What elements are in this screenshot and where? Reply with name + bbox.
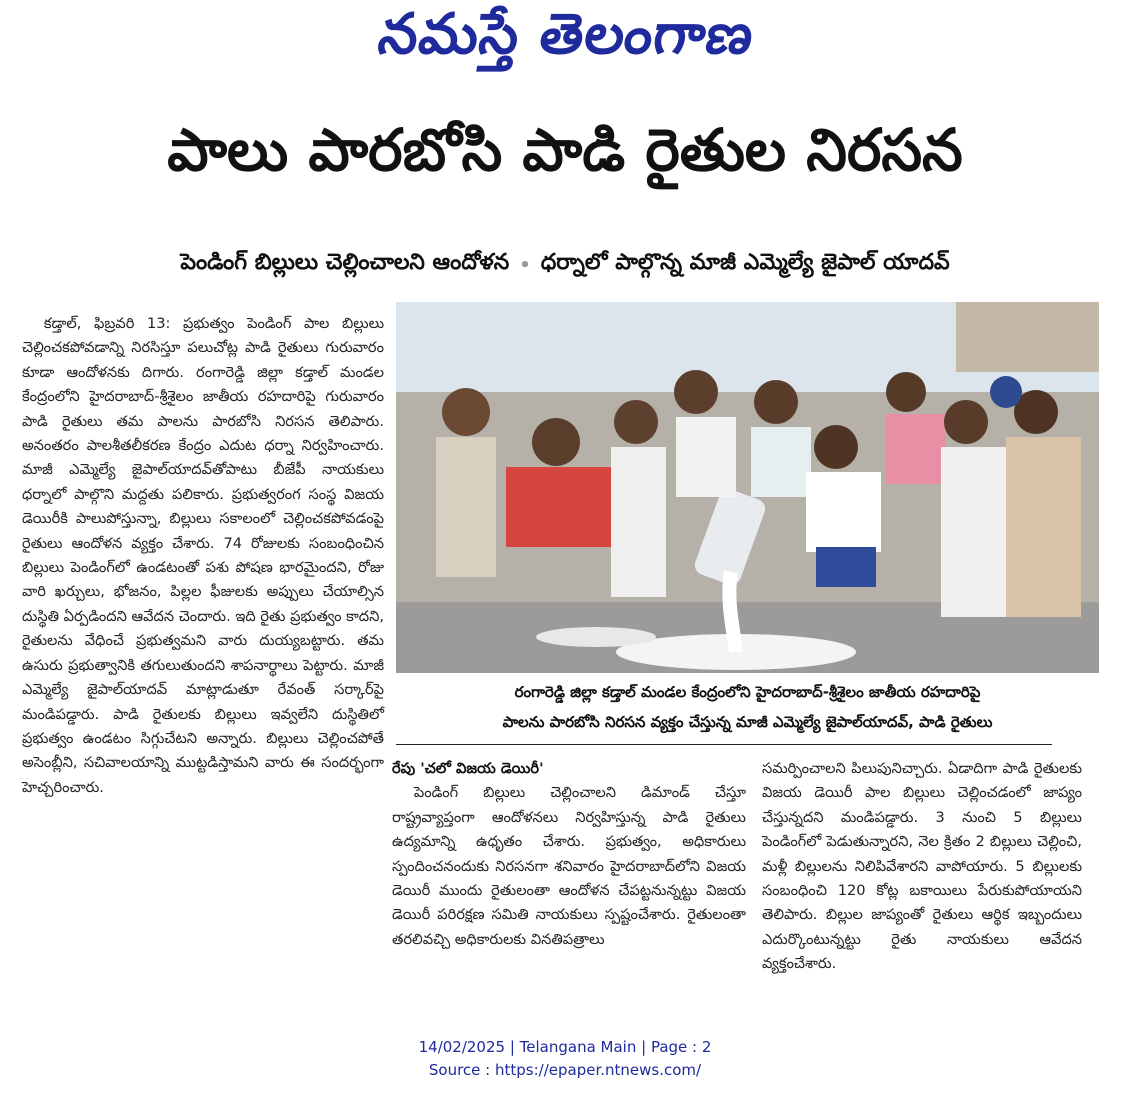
protest-photo-illustration [396,302,1099,673]
bullet-icon: • [519,254,531,276]
right-column [762,757,1082,977]
subdeck-left: పెండింగ్ బిల్లులు చెల్లించాలని ఆందోళన [180,250,510,275]
middle-column-subhead: రేపు 'చలో విజయ డెయిరీ' [392,760,544,777]
photo-caption [396,677,1099,737]
headline: పాలు పారబోసి పాడి రైతుల నిరసన [167,116,963,184]
photo-caption-line2: పాలను పారబోసి నిరసన వ్యక్తం చేస్తున్న మాజీ ఎమ్మెల్యే జైపాల్‌యాదవ్, పాడి రైతులు [502,713,993,731]
subdeck-right: ధర్నాలో పాల్గొన్న మాజీ ఎమ్మెల్యే జైపాల్ యాదవ్ [540,250,950,275]
footer-dateline: 14/02/2025 | Telangana Main | Page : 2 [418,1038,712,1056]
newspaper-logo: నమస్తే తెలంగాణ [373,1,758,67]
news-photo [396,302,1099,673]
footer-source-link[interactable]: Source : https://epaper.ntnews.com/ [428,1061,702,1079]
masthead [0,2,1130,80]
middle-column [392,757,746,952]
left-column-paragraph: కడ్తాల్, ఫిబ్రవరి 13: ప్రభుత్వం పెండింగ్ పాల బిల్లులు చెల్లించకపోవడాన్ని నిరసిస్తూ పలుచోట్ల పాడి రైతులు గురువారం కూడా ఆందోళనకు దిగారు. రంగారెడ్డి జిల్లా కడ్తాల్ మండల కేంద్రంలోని హైదరాబాద్-శ్రీశైలం జాతీయ రహదారిపై గురువారం పాడి రైతులు తమ పాలను పారబోసి నిరసన తెలిపారు. అనంతరం పాలశీతలీకరణ కేంద్రం ఎదుట ధర్నా నిర్వహించారు. మాజీ ఎమ్మెల్యే జైపాల్‌యాదవ్‌తోపాటు బీజేపీ నాయకులు ధర్నాలో పాల్గొని మద్దతు పలికారు. ప్రభుత్వరంగ సంస్థ విజయ డెయిరీకి పాలుపోస్తున్నా, బిల్లులు సకాలంలో చెల్లించకపోవడంపై రైతులు ఆందోళన వ్యక్తం చేశారు. 74 రోజులకు సంబంధించిన బిల్లులు పెండింగ్‌లో ఉండటంతో పశు పోషణ భారమైందని, రోజు వారి ఖర్చులు, భోజనం, పిల్లల ఫీజులకు అప్పులు చేయాల్సిన దుస్థితి ఏర్పడిందని ఆవేదన చెందారు. ఇది రైతు ప్రభుత్వం కాదని, రైతులను వేధించే ప్రభుత్వమని వారు దుయ్యబట్టారు. తమ ఉసురు ప్రభుత్వానికి తగులుతుందని శాపనార్థాలు పెట్టారు. మాజీ ఎమ్మెల్యే జైపాల్‌యాదవ్ మాట్లాడుతూ రేవంత్ సర్కార్‌పై మండిపడ్డారు. పాడి రైతులకు బిల్లులు ఇవ్వలేని దుస్థితిలో ప్రభుత్వం ఉండటం సిగ్గుచేటని అన్నారు. బిల్లులు చెల్లించపోతే అసెంబ్లీని, సచివాలయాన్ని ముట్టడిస్తామని వారు ఈ సందర్భంగా హెచ్చరించారు. [22,315,384,796]
photo-caption-line1: రంగారెడ్డి జిల్లా కడ్తాల్ మండల కేంద్రంలోని హైదరాబాద్-శ్రీశైలం జాతీయ రహదారిపై [514,683,981,701]
footer [0,1036,1130,1082]
subdeck [0,240,1130,290]
caption-divider [396,744,1052,745]
left-column [22,312,384,800]
middle-column-paragraph: పెండింగ్ బిల్లులు చెల్లించాలని డిమాండ్ చేస్తూ రాష్ట్రవ్యాప్తంగా ఆందోళనలు నిర్వహిస్తున్న పాడి రైతులు ఉద్యమాన్ని ఉధృతం చేశారు. ప్రభుత్వం, అధికారులు స్పందించనందుకు నిరసనగా శనివారం హైదరాబాద్‌లోని విజయ డెయిరీ ముందు రైతులంతా ఆందోళన చేపట్టనున్నట్టు విజయ డెయిరీ పరిరక్షణ సమితి నాయకులు స్పష్టంచేశారు. రైతులంతా తరలివచ్చి అధికారులకు వినతిపత్రాలు [392,784,746,948]
right-column-paragraph: సమర్పించాలని పిలుపునిచ్చారు. ఏడాదిగా పాడి రైతులకు విజయ డెయిరీ పాల బిల్లులు చెల్లించడంలో జాప్యం చేస్తున్నదని మండిపడ్డారు. 3 నుంచి 5 బిల్లులు పెండింగ్‌లో పెడుతున్నారని, నెల క్రితం 2 బిల్లులు చెల్లించి, మళ్లీ బిల్లులను నిలిపివేశారని వాపోయారు. 5 బిల్లులకు సంబంధించి 120 కోట్ల బకాయిలు పేరుకుపోయాయని తెలిపారు. బిల్లుల జాప్యంతో రైతులు ఆర్థిక ఇబ్బందులు ఎదుర్కొంటున్నట్టు రైతు నాయకులు ఆవేదన వ్యక్తంచేశారు. [762,760,1082,973]
